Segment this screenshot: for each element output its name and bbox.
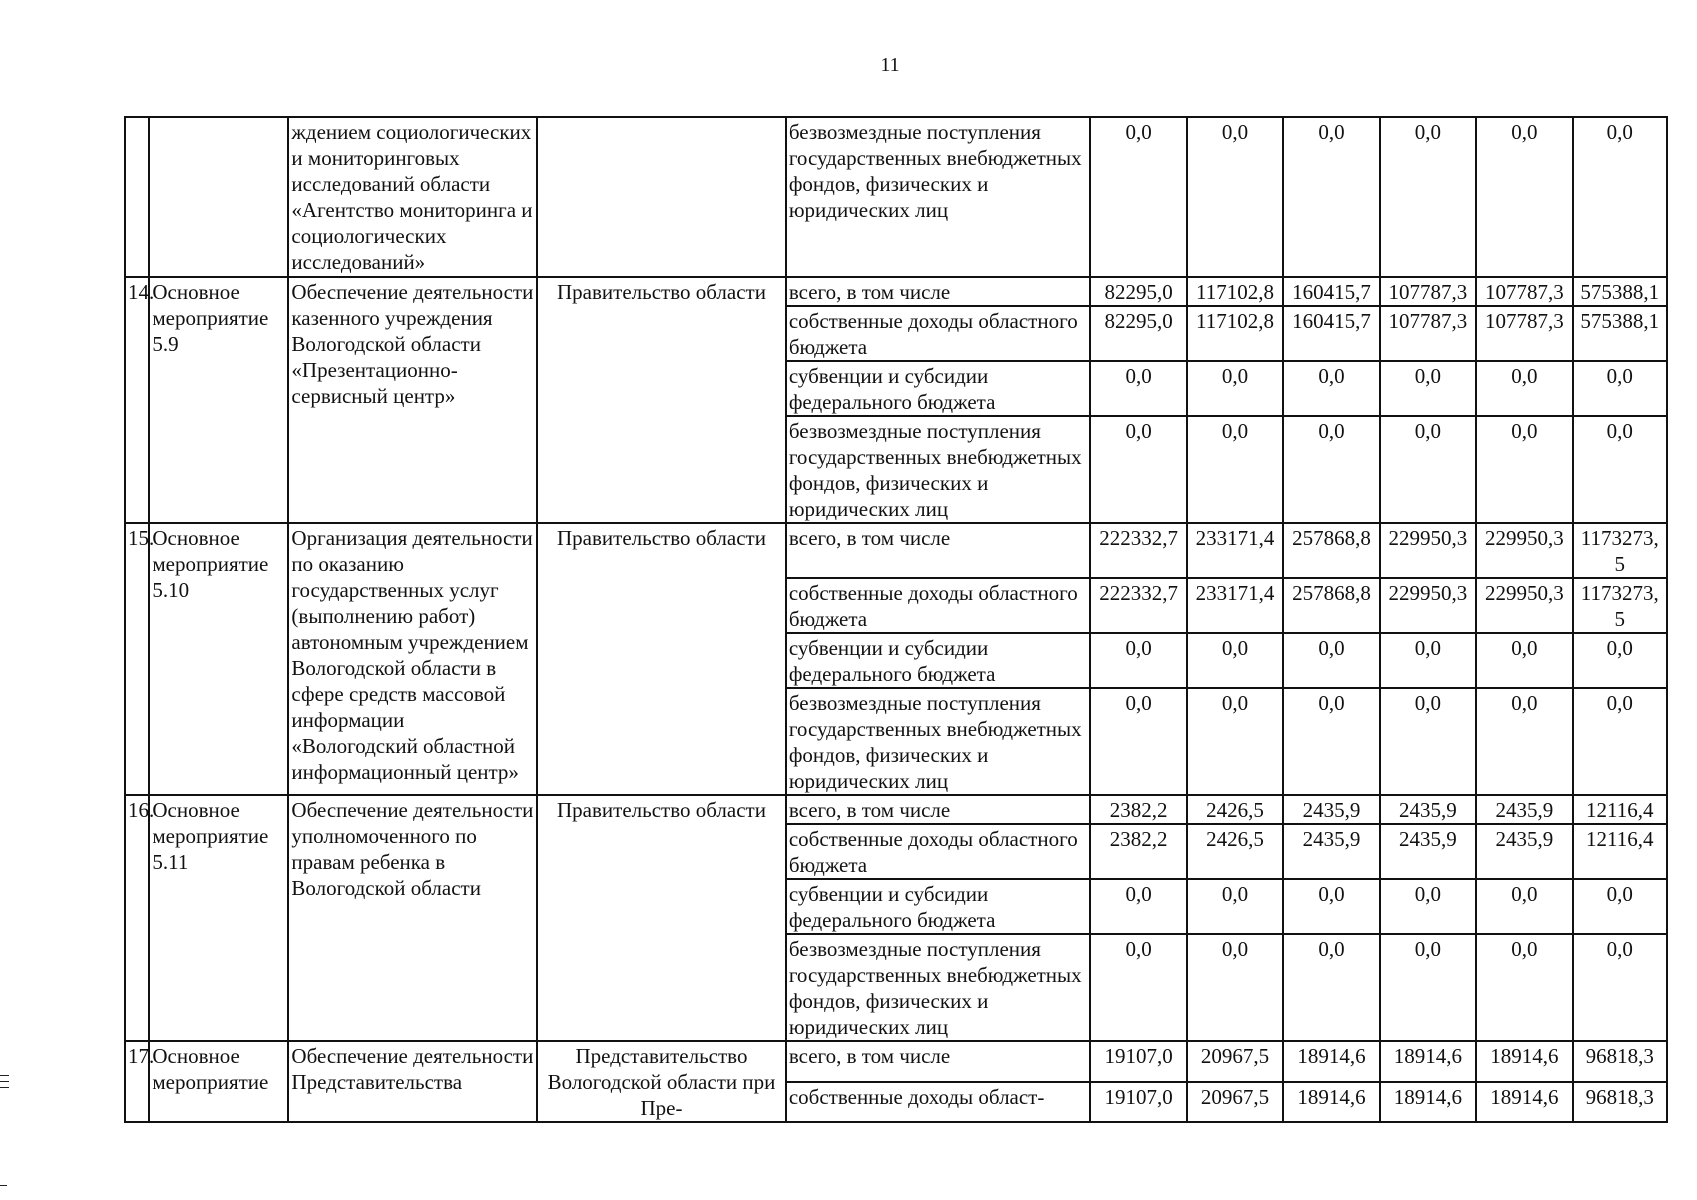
- year-value-cell: 0,0: [1476, 934, 1572, 1041]
- table-row: [125, 277, 1667, 306]
- year-value-cell: 18914,6: [1380, 1082, 1476, 1123]
- budget-table: [124, 116, 1668, 1123]
- table-row: [125, 117, 1667, 277]
- year-value-cell: 0,0: [1380, 688, 1476, 795]
- year-value-cell: 0,0: [1090, 361, 1186, 416]
- total-value-cell: 1173273,5: [1573, 578, 1667, 633]
- funding-source-cell: безвозмездные поступления государственных внебюджетных фондов, физических и юридических лиц: [786, 416, 1091, 523]
- page-number: 11: [880, 54, 900, 76]
- year-value-cell: 0,0: [1380, 416, 1476, 523]
- total-value-cell: 575388,1: [1573, 277, 1667, 306]
- event-name-cell: Организация деятельности по оказанию государственных услуг (выполнению работ) автономным учреждением Вологодской области в сфере средств массовой информации «Вологодский областной информационный центр»: [288, 523, 537, 795]
- year-value-cell: 0,0: [1187, 361, 1283, 416]
- year-value-cell: 0,0: [1283, 633, 1379, 688]
- year-value-cell: 0,0: [1090, 416, 1186, 523]
- year-value-cell: 160415,7: [1283, 306, 1379, 361]
- margin-tick: [0, 1185, 7, 1186]
- year-value-cell: 18914,6: [1476, 1041, 1572, 1082]
- year-value-cell: 2382,2: [1090, 795, 1186, 824]
- year-value-cell: 2426,5: [1187, 824, 1283, 879]
- year-value-cell: 0,0: [1090, 934, 1186, 1041]
- event-cell: Основное мероприятие 5.10: [149, 523, 288, 795]
- year-value-cell: 20967,5: [1187, 1082, 1283, 1123]
- total-value-cell: 0,0: [1573, 361, 1667, 416]
- year-value-cell: 0,0: [1283, 416, 1379, 523]
- year-value-cell: 229950,3: [1476, 523, 1572, 578]
- year-value-cell: 160415,7: [1283, 277, 1379, 306]
- year-value-cell: 0,0: [1476, 361, 1572, 416]
- year-value-cell: 0,0: [1476, 688, 1572, 795]
- executor-cell: [537, 117, 786, 277]
- total-value-cell: 0,0: [1573, 633, 1667, 688]
- table-row: [125, 523, 1667, 578]
- funding-source-cell: всего, в том числе: [786, 795, 1091, 824]
- year-value-cell: 0,0: [1476, 416, 1572, 523]
- total-value-cell: 12116,4: [1573, 795, 1667, 824]
- total-value-cell: 0,0: [1573, 688, 1667, 795]
- total-value-cell: 12116,4: [1573, 824, 1667, 879]
- year-value-cell: 18914,6: [1283, 1082, 1379, 1123]
- year-value-cell: 0,0: [1283, 688, 1379, 795]
- funding-source-cell: всего, в том числе: [786, 523, 1091, 578]
- year-value-cell: 0,0: [1283, 361, 1379, 416]
- year-value-cell: 18914,6: [1283, 1041, 1379, 1082]
- event-cell: Основное мероприятие 5.9: [149, 277, 288, 523]
- year-value-cell: 0,0: [1380, 934, 1476, 1041]
- year-value-cell: 229950,3: [1380, 523, 1476, 578]
- year-value-cell: 2435,9: [1283, 824, 1379, 879]
- year-value-cell: 117102,8: [1187, 277, 1283, 306]
- funding-source-cell: всего, в том числе: [786, 277, 1091, 306]
- year-value-cell: 82295,0: [1090, 306, 1186, 361]
- total-value-cell: 0,0: [1573, 934, 1667, 1041]
- year-value-cell: 0,0: [1090, 633, 1186, 688]
- total-value-cell: 0,0: [1573, 416, 1667, 523]
- year-value-cell: 0,0: [1283, 934, 1379, 1041]
- event-cell: [149, 117, 288, 277]
- margin-tick: [0, 1087, 9, 1088]
- executor-cell: Правительство области: [537, 277, 786, 523]
- year-value-cell: 107787,3: [1380, 277, 1476, 306]
- event-name-cell: Обеспечение деятельности Представительства: [288, 1041, 537, 1122]
- event-name-cell: Обеспечение деятельности казенного учреждения Вологодской области «Презентационно-сервисный центр»: [288, 277, 537, 523]
- year-value-cell: 117102,8: [1187, 306, 1283, 361]
- funding-source-cell: субвенции и субсидии федерального бюджета: [786, 361, 1091, 416]
- year-value-cell: 2426,5: [1187, 795, 1283, 824]
- year-value-cell: 107787,3: [1476, 306, 1572, 361]
- year-value-cell: 0,0: [1476, 117, 1572, 277]
- year-value-cell: 222332,7: [1090, 578, 1186, 633]
- total-value-cell: 0,0: [1573, 879, 1667, 934]
- year-value-cell: 19107,0: [1090, 1041, 1186, 1082]
- year-value-cell: 229950,3: [1476, 578, 1572, 633]
- year-value-cell: 0,0: [1090, 688, 1186, 795]
- year-value-cell: 18914,6: [1476, 1082, 1572, 1123]
- year-value-cell: 0,0: [1380, 879, 1476, 934]
- year-value-cell: 0,0: [1090, 879, 1186, 934]
- year-value-cell: 233171,4: [1187, 578, 1283, 633]
- year-value-cell: 18914,6: [1380, 1041, 1476, 1082]
- year-value-cell: 0,0: [1187, 416, 1283, 523]
- year-value-cell: 2435,9: [1476, 795, 1572, 824]
- row-index-cell: 15.: [125, 523, 149, 795]
- year-value-cell: 0,0: [1187, 633, 1283, 688]
- year-value-cell: 2382,2: [1090, 824, 1186, 879]
- total-value-cell: 575388,1: [1573, 306, 1667, 361]
- year-value-cell: 229950,3: [1380, 578, 1476, 633]
- year-value-cell: 257868,8: [1283, 523, 1379, 578]
- year-value-cell: 2435,9: [1380, 795, 1476, 824]
- year-value-cell: 0,0: [1187, 879, 1283, 934]
- funding-source-cell: собственные доходы областного бюджета: [786, 306, 1091, 361]
- year-value-cell: 107787,3: [1476, 277, 1572, 306]
- year-value-cell: 2435,9: [1476, 824, 1572, 879]
- table-row: [125, 795, 1667, 824]
- total-value-cell: 96818,3: [1573, 1082, 1667, 1123]
- funding-source-cell: безвозмездные поступления государственных внебюджетных фондов, физических и юридических лиц: [786, 688, 1091, 795]
- funding-source-cell: субвенции и субсидии федерального бюджета: [786, 633, 1091, 688]
- total-value-cell: 1173273,5: [1573, 523, 1667, 578]
- year-value-cell: 257868,8: [1283, 578, 1379, 633]
- funding-source-cell: всего, в том числе: [786, 1041, 1091, 1082]
- year-value-cell: 2435,9: [1283, 795, 1379, 824]
- event-name-cell: Обеспечение деятельности уполномоченного по правам ребенка в Вологодской области: [288, 795, 537, 1041]
- event-cell: Основное мероприятие 5.11: [149, 795, 288, 1041]
- row-index-cell: [125, 117, 149, 277]
- year-value-cell: 0,0: [1380, 117, 1476, 277]
- year-value-cell: 82295,0: [1090, 277, 1186, 306]
- year-value-cell: 0,0: [1283, 117, 1379, 277]
- funding-source-cell: безвозмездные поступления государственных внебюджетных фондов, физических и юридических лиц: [786, 934, 1091, 1041]
- year-value-cell: 20967,5: [1187, 1041, 1283, 1082]
- event-name-cell: ждением социологических и мониторинговых исследований области «Агентство мониторинга и социологических исследований»: [288, 117, 537, 277]
- year-value-cell: 0,0: [1187, 688, 1283, 795]
- total-value-cell: 96818,3: [1573, 1041, 1667, 1082]
- year-value-cell: 107787,3: [1380, 306, 1476, 361]
- year-value-cell: 0,0: [1476, 879, 1572, 934]
- year-value-cell: 0,0: [1187, 117, 1283, 277]
- funding-source-cell: собственные доходы областного бюджета: [786, 578, 1091, 633]
- funding-source-cell: безвозмездные поступления государственных внебюджетных фондов, физических и юридических лиц: [786, 117, 1091, 277]
- year-value-cell: 0,0: [1187, 934, 1283, 1041]
- year-value-cell: 0,0: [1380, 633, 1476, 688]
- year-value-cell: 0,0: [1380, 361, 1476, 416]
- row-index-cell: 17.: [125, 1041, 149, 1122]
- event-cell: Основное мероприятие: [149, 1041, 288, 1122]
- margin-tick: [0, 1075, 9, 1076]
- year-value-cell: 233171,4: [1187, 523, 1283, 578]
- row-index-cell: 14.: [125, 277, 149, 523]
- budget-table-body: [125, 117, 1667, 1122]
- year-value-cell: 0,0: [1283, 879, 1379, 934]
- year-value-cell: 2435,9: [1380, 824, 1476, 879]
- table-row: [125, 1041, 1667, 1082]
- total-value-cell: 0,0: [1573, 117, 1667, 277]
- row-index-cell: 16.: [125, 795, 149, 1041]
- executor-cell: Представительство Вологодской области при Пре-: [537, 1041, 786, 1122]
- year-value-cell: 0,0: [1476, 633, 1572, 688]
- margin-tick: [0, 1081, 9, 1082]
- executor-cell: Правительство области: [537, 523, 786, 795]
- funding-source-cell: собственные доходы областного бюджета: [786, 824, 1091, 879]
- year-value-cell: 19107,0: [1090, 1082, 1186, 1123]
- year-value-cell: 0,0: [1090, 117, 1186, 277]
- funding-source-cell: субвенции и субсидии федерального бюджета: [786, 879, 1091, 934]
- year-value-cell: 222332,7: [1090, 523, 1186, 578]
- funding-source-cell: собственные доходы област-: [786, 1082, 1091, 1123]
- executor-cell: Правительство области: [537, 795, 786, 1041]
